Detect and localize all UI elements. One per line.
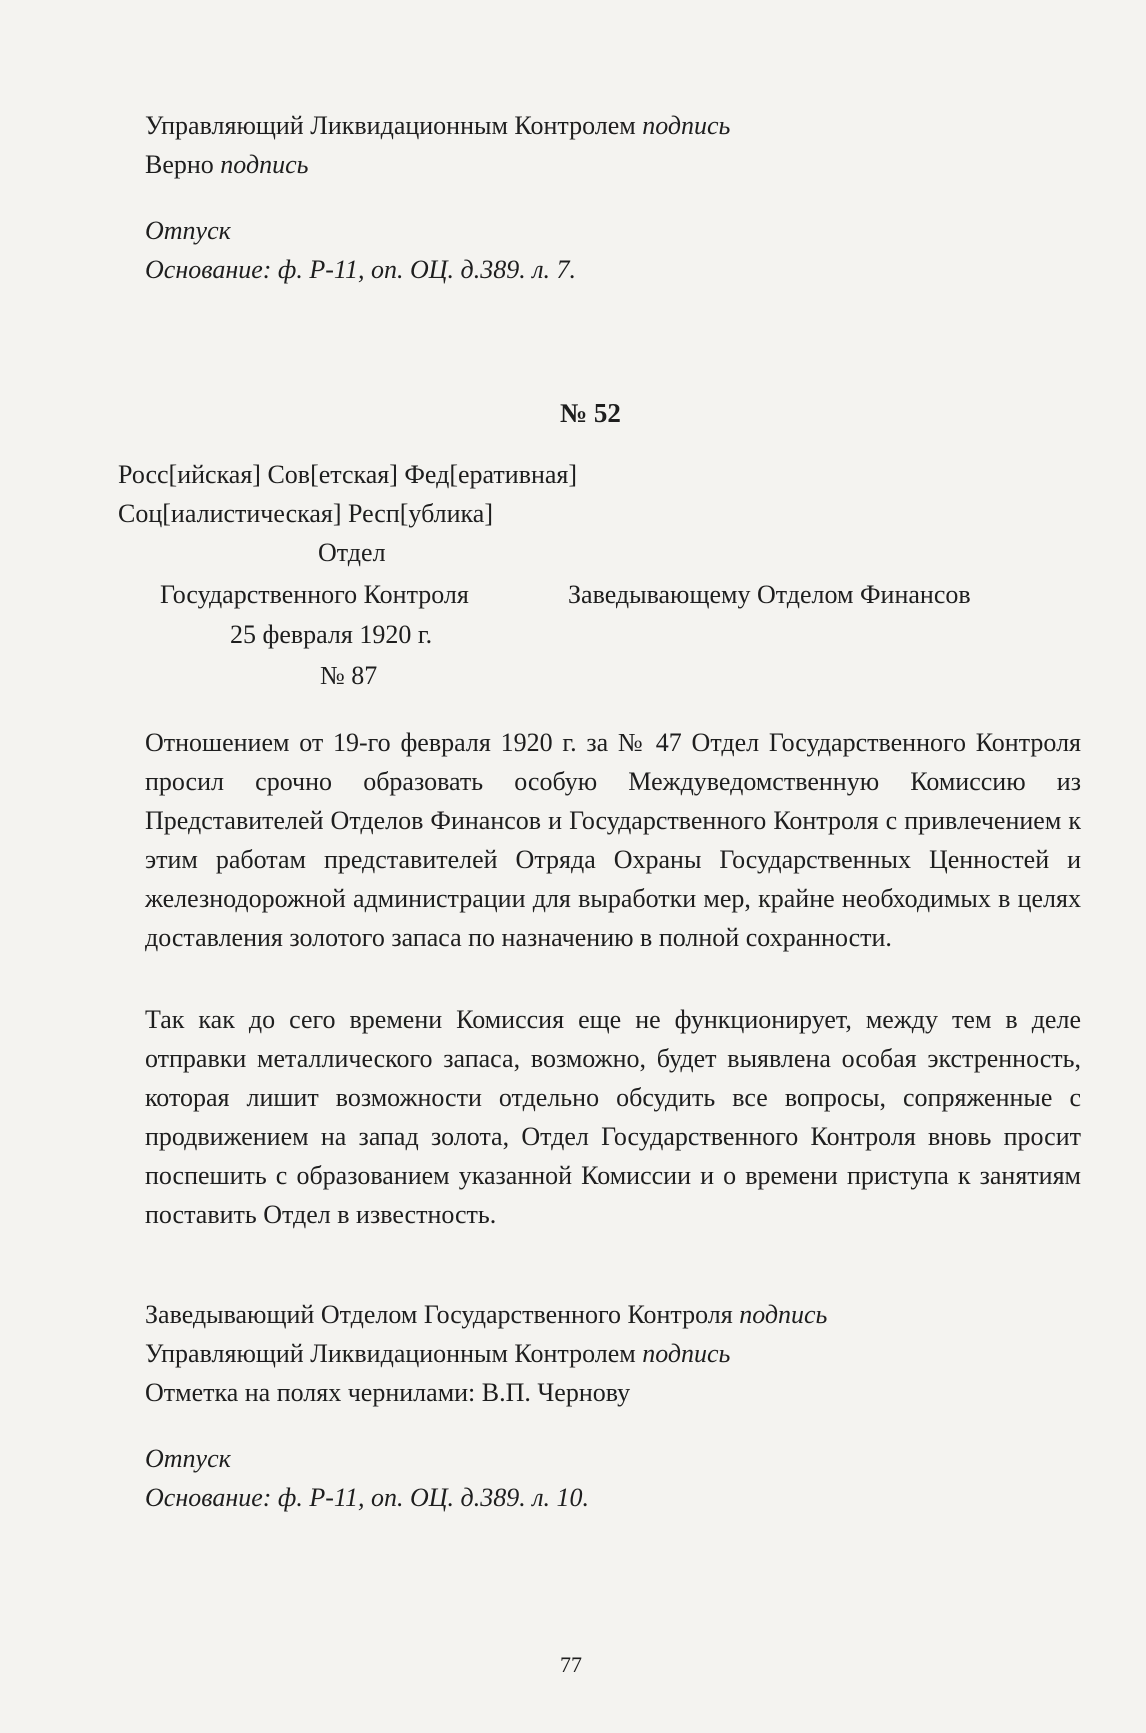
margin-note: Отметка на полях чернилами: В.П. Чернову <box>145 1378 631 1407</box>
document-number: № 52 <box>560 398 621 428</box>
page-number: 77 <box>560 1652 582 1677</box>
copy-label: Отпуск <box>145 1444 231 1473</box>
header-line-1: Росс[ийская] Сов[етская] Фед[еративная] <box>118 460 578 489</box>
addressee: Заведывающему Отделом Финансов <box>568 580 971 609</box>
document-signatures <box>145 1295 1081 1412</box>
archival-basis: Основание: ф. Р-11, оп. ОЦ. д.389. л. 10. <box>145 1483 590 1512</box>
top-source <box>145 211 1081 289</box>
body-paragraph-1: Отношением от 19-го февраля 1920 г. за № 47 Отдел Государственного Контроля просил срочно образовать особую Междуведомственную Комиссию из Представителей Отделов Финансов и Государственного Контроля с привлечением к этим работам представителей Отряда Охраны Государственных Ценностей и железнодорожной администрации для выработки мер, крайне необходимых в целях доставления золотого запаса по назначению в полной сохранности. <box>145 728 1081 952</box>
top-signature-line-2: Верно подпись <box>145 150 309 179</box>
header-line-3: Отдел <box>318 538 386 567</box>
header-line-2: Соц[иалистическая] Респ[ублика] <box>118 499 493 528</box>
signature-line-1: Заведывающий Отделом Государственного Контроля подпись <box>145 1300 828 1329</box>
body-paragraph-2: Так как до сего времени Комиссия еще не функционирует, между тем в деле отправки металлического запаса, возможно, будет выявлена особая экстренность, которая лишит возможности отдельно обсудить все вопросы, сопряженные с продвижением на запад золота, Отдел Государственного Контроля вновь просит поспешить с образованием указанной Комиссии и о времени приступа к занятиям поставить Отдел в известность. <box>145 1005 1081 1229</box>
top-signatures <box>145 106 1081 184</box>
signature-line-2: Управляющий Ликвидационным Контролем подпись <box>145 1339 731 1368</box>
top-signature-line-1: Управляющий Ликвидационным Контролем подпись <box>145 111 731 140</box>
top-basis: Основание: ф. Р-11, оп. ОЦ. д.389. л. 7. <box>145 255 577 284</box>
header-line-4-left: Государственного Контроля <box>160 580 469 609</box>
header-reg-number: № 87 <box>320 661 378 690</box>
document-source <box>145 1439 1081 1517</box>
header-date: 25 февраля 1920 г. <box>230 620 433 649</box>
top-copy-label: Отпуск <box>145 216 231 245</box>
